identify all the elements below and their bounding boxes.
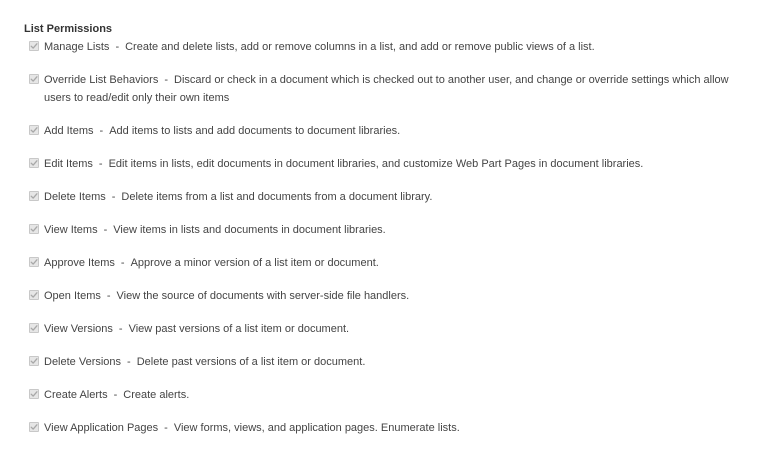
permission-name: View Versions bbox=[44, 323, 113, 335]
permission-item-5 bbox=[24, 188, 744, 206]
checkbox-checked-disabled-icon[interactable] bbox=[29, 191, 39, 201]
permission-description: Create and delete lists, add or remove columns in a list, and add or remove public views of a list. bbox=[125, 41, 595, 53]
permission-description: Delete items from a list and documents from a document library. bbox=[121, 191, 433, 203]
permission-name: Delete Items bbox=[44, 191, 106, 203]
permission-description: Discard or check in a document which is checked out to another user, and change or override settings which allow users to read/edit only their own items bbox=[44, 74, 729, 104]
permission-item-3 bbox=[24, 122, 744, 140]
separator: - bbox=[111, 191, 116, 203]
checkmark-icon bbox=[30, 357, 38, 365]
separator: - bbox=[98, 158, 103, 170]
separator: - bbox=[127, 356, 131, 368]
permission-item-4 bbox=[24, 155, 744, 173]
checkmark-icon bbox=[30, 258, 38, 266]
permission-item-9 bbox=[24, 320, 744, 338]
permission-description: View forms, views, and application pages. Enumerate lists. bbox=[173, 422, 460, 434]
permission-item-2 bbox=[24, 71, 744, 107]
checkbox-checked-disabled-icon[interactable] bbox=[29, 422, 39, 432]
permission-item-1 bbox=[24, 38, 744, 56]
permission-name: Add Items bbox=[44, 125, 94, 137]
checkmark-icon bbox=[30, 192, 38, 200]
separator: - bbox=[99, 125, 104, 137]
separator: - bbox=[164, 422, 168, 434]
checkmark-icon bbox=[30, 225, 38, 233]
permission-name: View Application Pages bbox=[44, 422, 159, 434]
checkmark-icon bbox=[30, 159, 38, 167]
separator: - bbox=[120, 257, 125, 269]
checkmark-icon bbox=[30, 42, 38, 50]
checkbox-checked-disabled-icon[interactable] bbox=[29, 257, 39, 267]
permission-item-10 bbox=[24, 353, 744, 371]
permission-name: View Items bbox=[44, 224, 98, 236]
permission-description: Edit items in lists, edit documents in document libraries, and customize Web Part Pages in document libraries. bbox=[108, 158, 644, 170]
checkbox-checked-disabled-icon[interactable] bbox=[29, 389, 39, 399]
checkmark-icon bbox=[30, 390, 38, 398]
separator: - bbox=[164, 74, 168, 86]
separator: - bbox=[118, 323, 123, 335]
permission-item-11 bbox=[24, 386, 744, 404]
checkbox-checked-disabled-icon[interactable] bbox=[29, 125, 39, 135]
checkmark-icon bbox=[30, 126, 38, 134]
checkbox-checked-disabled-icon[interactable] bbox=[29, 290, 39, 300]
permission-description: View items in lists and documents in document libraries. bbox=[113, 224, 386, 236]
checkmark-icon bbox=[30, 324, 38, 332]
separator: - bbox=[115, 41, 120, 53]
checkbox-checked-disabled-icon[interactable] bbox=[29, 356, 39, 366]
separator: - bbox=[113, 389, 118, 401]
permission-description: View the source of documents with server-side file handlers. bbox=[116, 290, 410, 302]
permission-name: Manage Lists bbox=[44, 41, 110, 53]
permission-name: Create Alerts bbox=[44, 389, 108, 401]
permission-description: Delete past versions of a list item or document. bbox=[136, 356, 366, 368]
permission-name: Open Items bbox=[44, 290, 101, 302]
permission-name: Edit Items bbox=[44, 158, 93, 170]
permission-name: Approve Items bbox=[44, 257, 115, 269]
permission-name: Delete Versions bbox=[44, 356, 122, 368]
permission-item-7 bbox=[24, 254, 744, 272]
permission-description: Create alerts. bbox=[123, 389, 190, 401]
permission-item-6 bbox=[24, 221, 744, 239]
separator: - bbox=[106, 290, 111, 302]
permission-description: Add items to lists and add documents to document libraries. bbox=[109, 125, 401, 137]
checkbox-checked-disabled-icon[interactable] bbox=[29, 41, 39, 51]
permission-description: Approve a minor version of a list item or document. bbox=[130, 257, 379, 269]
permission-list bbox=[24, 38, 744, 437]
permission-item-12 bbox=[24, 419, 744, 437]
checkmark-icon bbox=[30, 75, 38, 83]
section-title: List Permissions bbox=[24, 23, 113, 35]
checkmark-icon bbox=[30, 423, 38, 431]
checkbox-checked-disabled-icon[interactable] bbox=[29, 224, 39, 234]
checkmark-icon bbox=[30, 291, 38, 299]
permission-item-8 bbox=[24, 287, 744, 305]
permission-description: View past versions of a list item or document. bbox=[128, 323, 350, 335]
separator: - bbox=[103, 224, 108, 236]
checkbox-checked-disabled-icon[interactable] bbox=[29, 323, 39, 333]
checkbox-checked-disabled-icon[interactable] bbox=[29, 158, 39, 168]
permission-name: Override List Behaviors bbox=[44, 74, 159, 86]
checkbox-checked-disabled-icon[interactable] bbox=[29, 74, 39, 84]
